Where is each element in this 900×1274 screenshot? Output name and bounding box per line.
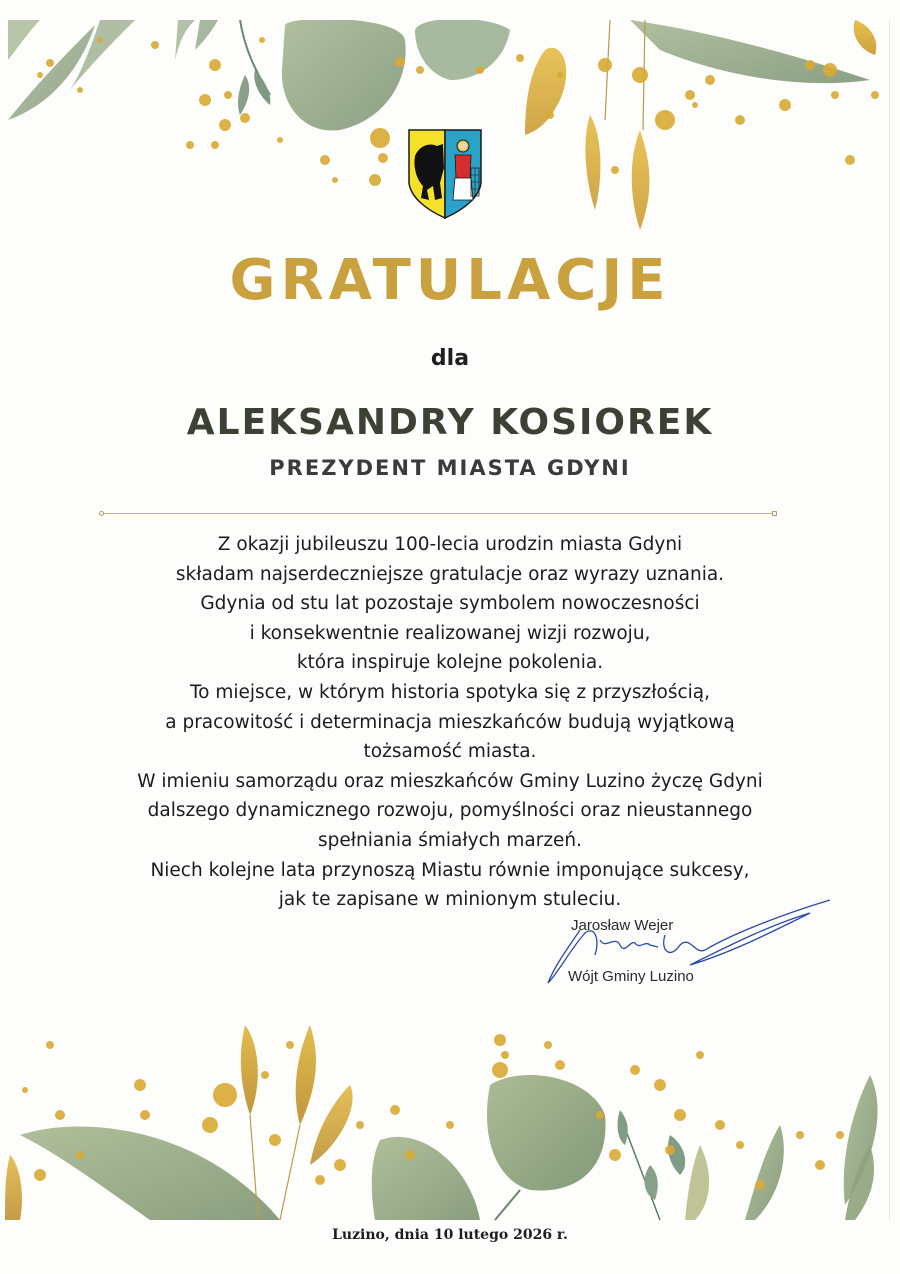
body-line: dalszego dynamicznego rozwoju, pomyślności oraz nieustannego [147, 800, 753, 822]
body-line: Niech kolejne lata przynoszą Miastu równie imponujące sukcesy, [150, 859, 750, 881]
body-line: spełniania śmiałych marzeń. [317, 829, 583, 851]
place-and-date: Luzino, dnia 10 lutego 2026 r. [332, 1227, 568, 1243]
body-line: składam najserdeczniejsze gratulacje oraz wyrazy uznania. [175, 563, 725, 585]
luzino-coat-of-arms-icon [407, 128, 483, 220]
scan-edge [889, 20, 890, 1220]
body-line: jak te zapisane w minionym stuleciu. [278, 889, 622, 911]
gold-divider [103, 513, 773, 514]
signer-role: Wójt Gminy Luzino [568, 968, 694, 985]
body-line: a pracowitość i determinacja mieszkańców budują wyjątkową [165, 711, 735, 733]
letter-body [100, 530, 800, 915]
bottom-floral-decoration [0, 1015, 900, 1225]
body-line: tożsamość miasta. [363, 741, 537, 763]
recipient-name: ALEKSANDRY KOSIOREK [186, 402, 714, 443]
body-line: Gdynia od stu lat pozostaje symbolem nowoczesności [200, 593, 700, 615]
signer-name: Jarosław Wejer [571, 917, 674, 934]
body-line: która inspiruje kolejne pokolenia. [296, 652, 604, 674]
body-line: i konsekwentnie realizowanej wizji rozwoju, [249, 622, 651, 644]
body-line: W imieniu samorządu oraz mieszkańców Gminy Luzino życzę Gdyni [137, 770, 763, 792]
letter-title: GRATULACJE [229, 248, 671, 313]
body-line: Z okazji jubileuszu 100-lecia urodzin miasta Gdyni [217, 534, 683, 555]
recipient-role: PREZYDENT MIASTA GDYNI [269, 456, 631, 480]
for-label: dla [430, 346, 470, 371]
body-line: To miejsce, w którym historia spotyka się z przyszłością, [189, 681, 711, 703]
